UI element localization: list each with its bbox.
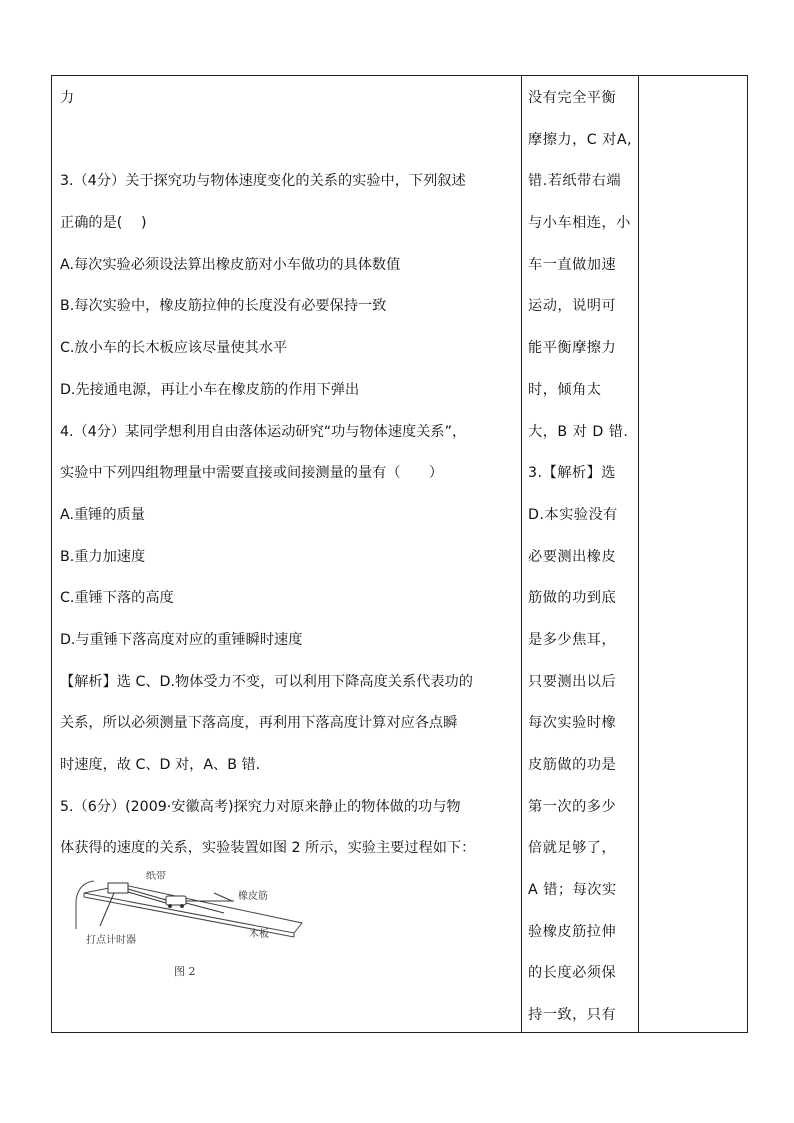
timer-label: 打点计时器	[86, 935, 136, 946]
option-line: B.重力加速度	[60, 548, 146, 565]
answer-line: 错.若纸带右端	[528, 173, 622, 190]
answer-line: 的长度必须保	[528, 965, 617, 982]
answer-line: 能平衡摩擦力	[528, 340, 617, 357]
answer-line: 必要测出橡皮	[528, 548, 617, 565]
question-3-line: 3.（4分）关于探究功与物体速度变化的关系的实验中，下列叙述	[60, 173, 466, 190]
answer-line: 3.【解析】选	[528, 465, 616, 482]
question-5-line: 5.（6分）(2009·安徽高考)探究力对原来静止的物体做的功与物	[60, 798, 461, 815]
question-4-line: 4.（4分）某同学想利用自由落体运动研究“功与物体速度关系”，	[60, 423, 467, 440]
answer-line: 是多少焦耳，	[528, 631, 617, 648]
answer-line: 验橡皮筋拉伸	[528, 923, 617, 940]
answer-line: 与小车相连，小	[528, 215, 631, 232]
experiment-figure	[74, 871, 304, 986]
option-line: A.每次实验必须设法算出橡皮筋对小车做功的具体数值	[60, 256, 401, 273]
column-divider-2	[638, 76, 639, 1032]
answer-line: 车一直做加速	[528, 256, 617, 273]
main-line	[60, 120, 518, 162]
answer-line: 摩擦力，C 对A,	[528, 131, 633, 148]
answer-line: 没有完全平衡	[528, 90, 617, 106]
question-4-line: 实验中下列四组物理量中需要直接或间接测量的量有（ ）	[60, 465, 444, 482]
option-line: D.与重锤下落高度对应的重锤瞬时速度	[60, 631, 303, 648]
option-line: B.每次实验中，橡皮筋拉伸的长度没有必要保持一致	[60, 298, 387, 315]
content-table	[51, 75, 748, 1033]
board-label: 木板	[249, 929, 269, 940]
answer-line: 运动，说明可	[528, 298, 617, 315]
answer-line: 时，倾角太	[528, 381, 602, 398]
answer-line: 每次实验时橡	[528, 715, 617, 732]
main-column	[60, 78, 518, 870]
experiment-diagram	[74, 871, 304, 986]
answer-line: 只要测出以后	[528, 673, 617, 690]
option-line: A.重锤的质量	[60, 506, 145, 523]
answer-line: 倍就足够了，	[528, 840, 617, 857]
answer-line: 筋做的功到底	[528, 590, 617, 607]
analysis-line: 【解析】选 C、D.物体受力不变，可以利用下降高度关系代表功的	[60, 673, 473, 690]
main-line: 力	[60, 90, 75, 106]
answer-line: D.本实验没有	[528, 506, 618, 523]
option-line: D.先接通电源，再让小车在橡皮筋的作用下弹出	[60, 381, 360, 398]
rubber-band-label: 橡皮筋	[238, 891, 268, 902]
column-divider-1	[521, 76, 522, 1032]
question-5-line: 体获得的速度的关系，实验装置如图 2 所示，实验主要过程如下：	[60, 840, 476, 857]
answer-line: 皮筋做的功是	[528, 757, 617, 773]
answer-line: 第一次的多少	[528, 798, 617, 815]
answer-line: 大，B 对 D 错.	[528, 423, 629, 440]
tape-label: 纸带	[146, 871, 166, 882]
analysis-line: 关系，所以必须测量下落高度，再利用下落高度计算对应各点瞬	[60, 715, 458, 732]
answer-column	[528, 78, 634, 1037]
answer-line: 持一致，只有	[528, 1007, 617, 1024]
analysis-line: 时速度，故 C、D 对，A、B 错.	[60, 757, 261, 773]
option-line: C.重锤下落的高度	[60, 590, 174, 607]
figure-caption: 图 2	[174, 965, 196, 978]
answer-line: A 错；每次实	[528, 882, 617, 899]
question-3-line: 正确的是( )	[60, 215, 147, 232]
option-line: C.放小车的长木板应该尽量使其水平	[60, 340, 288, 357]
